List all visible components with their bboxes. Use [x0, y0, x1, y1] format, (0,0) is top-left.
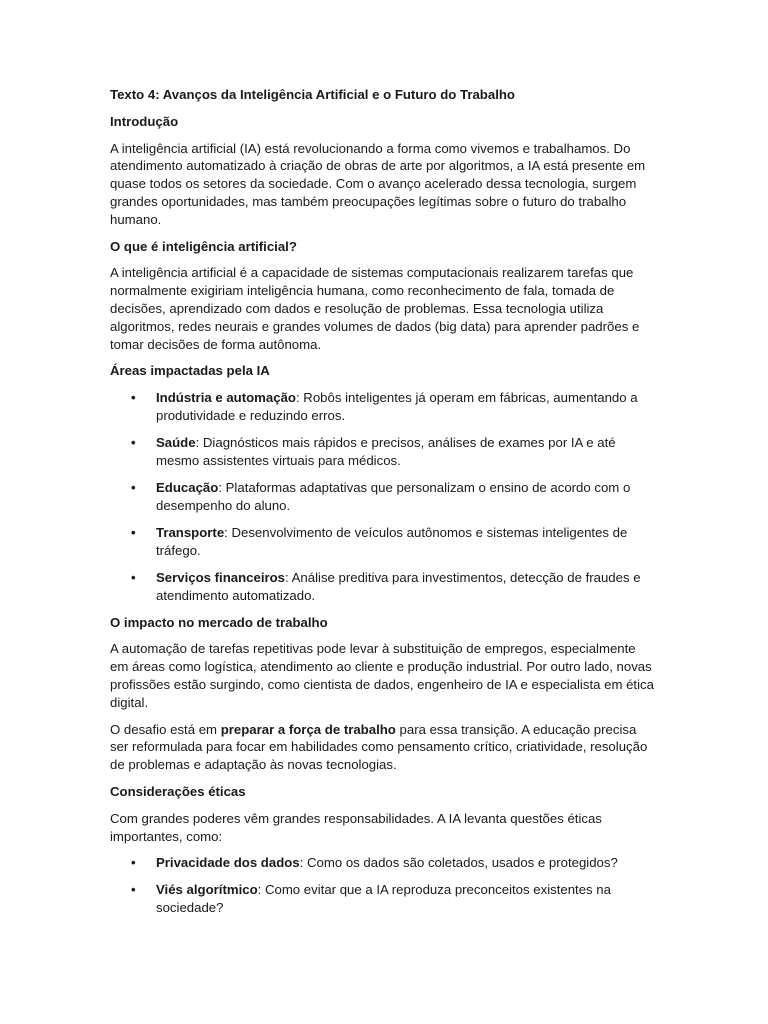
document-title: Texto 4: Avanços da Inteligência Artificial e o Futuro do Trabalho [110, 87, 515, 102]
list-item-term: Saúde [156, 435, 196, 451]
bullet-icon: • [131, 882, 136, 898]
bullet-icon: • [131, 390, 136, 406]
list-item-term: Educação [156, 479, 219, 495]
bullet-icon: • [131, 479, 136, 495]
list-item-term: Viés algorítmico [156, 882, 258, 898]
bullet-icon: • [131, 855, 136, 871]
paragraph-labor-market-1: A automação de tarefas repetitivas pode levar à substituição de empregos, especialmente em áreas como logística, atendimento ao cliente e produção industrial. Por outro lado, novas profissões estão surgindo, como cientista de dados, engenheiro de IA e especialista em ética digital. [110, 641, 654, 710]
list-item-text: : Como evitar que a IA reproduza preconceitos existentes na sociedade? [156, 882, 611, 916]
paragraph-what-is-ai: A inteligência artificial é a capacidade de sistemas computacionais realizarem tarefas que normalmente exigiriam inteligência humana, como reconhecimento de fala, tomada de decisões, aprendizado com dados e resolução de problemas. Essa tecnologia utiliza algoritmos, redes neurais e grandes volumes de dados (big data) para aprender padrões e tomar decisões de forma autônoma. [110, 265, 640, 352]
heading-introduction: Introdução [110, 113, 179, 129]
list-item [110, 569, 655, 605]
list-item [110, 854, 655, 872]
list-item-text: : Robôs inteligentes já operam em fábricas, aumentando a produtividade e reduzindo erros. [156, 390, 638, 423]
list-item [110, 389, 655, 425]
paragraph-labor-market-2 [110, 721, 655, 774]
impacted-areas-list [110, 389, 655, 604]
paragraph-introduction: A inteligência artificial (IA) está revolucionando a forma como vivemos e trabalhamos. Do atendimento automatizado à criação de obras de arte por algoritmos, a IA está presente em quase todos os setores da sociedade. Com o avanço acelerado dessa tecnologia, surgem grandes oportunidades, mas também preocupações legítimas sobre o futuro do trabalho humano. [110, 140, 646, 227]
bullet-icon: • [131, 569, 136, 585]
list-item-text: : Plataformas adaptativas que personalizam o ensino de acordo com o desempenho do aluno. [156, 479, 631, 513]
list-item [110, 479, 655, 515]
emphasized-phrase: preparar a força de trabalho [220, 721, 396, 737]
list-item-term: Privacidade dos dados [156, 855, 300, 871]
list-item [110, 434, 655, 470]
list-item-term: Serviços financeiros [156, 569, 286, 585]
list-item-text: : Diagnósticos mais rápidos e precisos, análises de exames por IA e até mesmo assistentes virtuais para médicos. [156, 435, 616, 468]
heading-ethical-considerations: Considerações éticas [110, 783, 246, 799]
list-item [110, 524, 655, 560]
paragraph-text: O desafio está em [110, 721, 221, 737]
bullet-icon: • [131, 524, 136, 540]
list-item-text: : Como os dados são coletados, usados e protegidos? [299, 855, 618, 871]
list-item-text: : Análise preditiva para investimentos, detecção de fraudes e atendimento automatizado. [156, 569, 641, 603]
heading-labor-market-impact: O impacto no mercado de trabalho [110, 614, 328, 630]
list-item [110, 881, 655, 917]
list-item-text: : Desenvolvimento de veículos autônomos e sistemas inteligentes de tráfego. [156, 524, 628, 558]
heading-impacted-areas: Áreas impactadas pela IA [110, 363, 270, 379]
list-item-term: Indústria e automação [156, 390, 296, 406]
bullet-icon: • [131, 435, 136, 451]
ethics-list [110, 854, 655, 917]
document-page [110, 86, 655, 926]
heading-what-is-ai: O que é inteligência artificial? [110, 238, 297, 254]
paragraph-text: para essa transição. A educação precisa ser reformulada para focar em habilidades como pensamento crítico, criatividade, resolução de problemas e adaptação às novas tecnologias. [110, 721, 648, 773]
list-item-term: Transporte [156, 524, 225, 540]
paragraph-ethics: Com grandes poderes vêm grandes responsabilidades. A IA levanta questões éticas importantes, como: [110, 810, 602, 844]
